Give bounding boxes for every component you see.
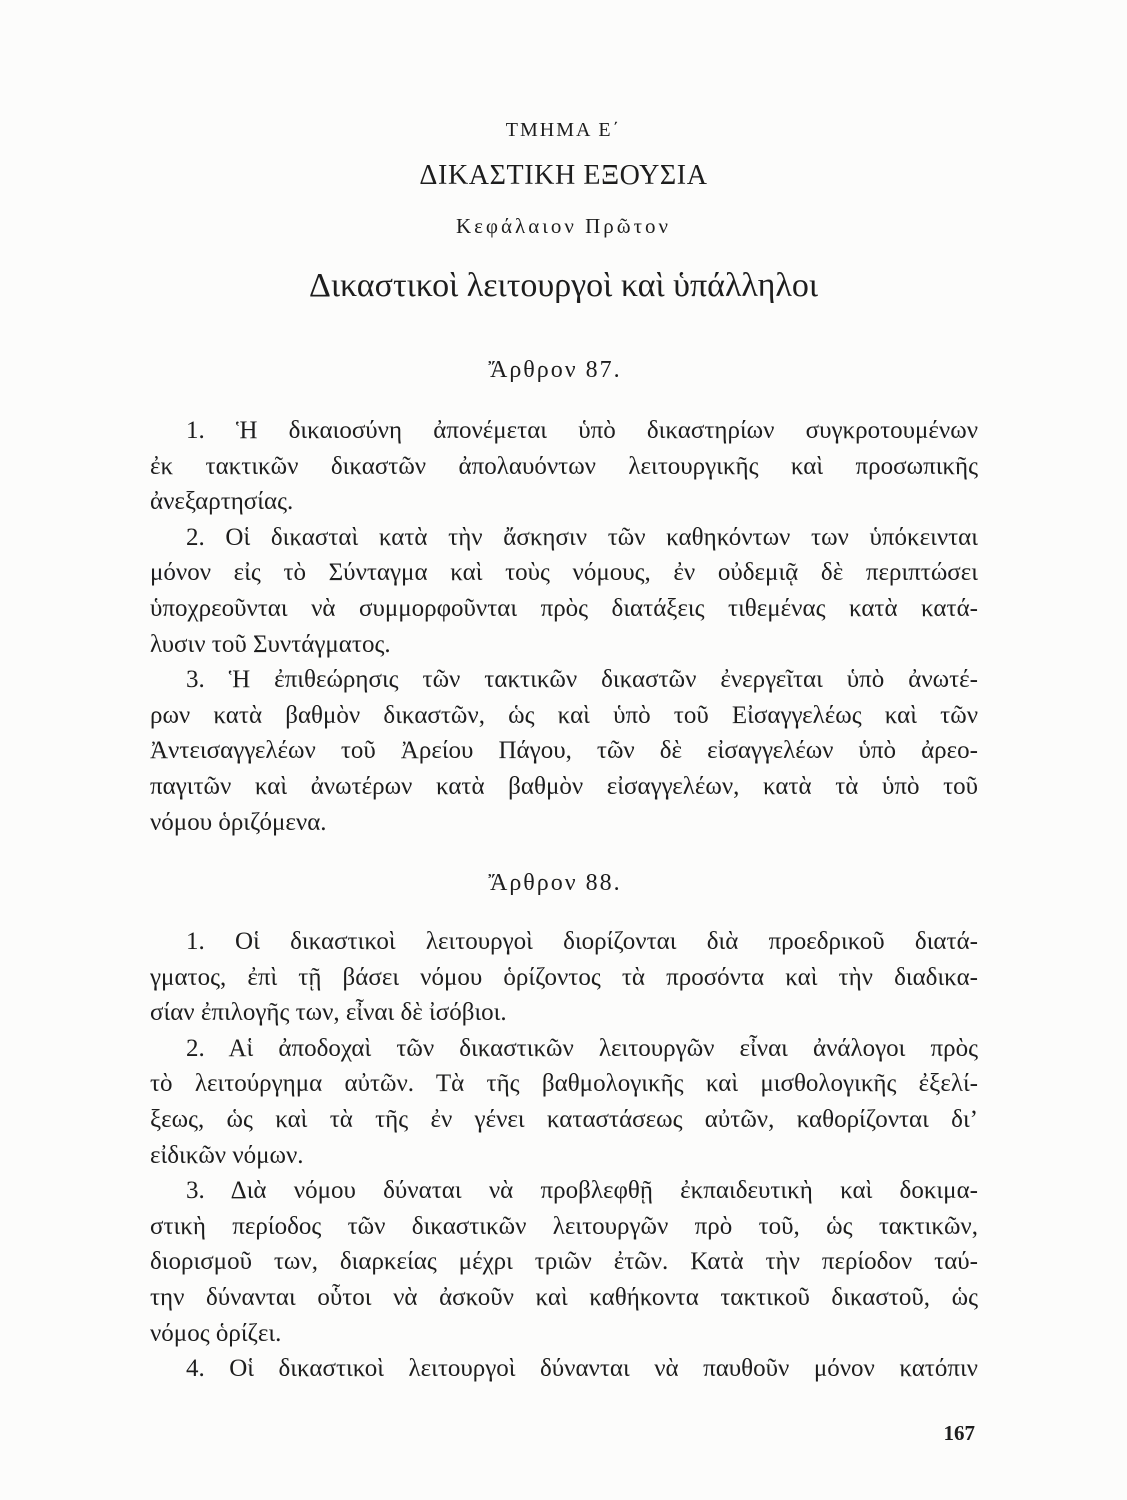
text-line: 1. Οἱ δικαστικοὶ λειτουργοὶ διορίζονται διὰ προεδρικοῦ διατά- xyxy=(186,928,978,955)
paragraph xyxy=(150,924,978,1031)
text-line: νόμος ὁρίζει. xyxy=(150,1319,282,1347)
text-line: παγιτῶν καὶ ἀνωτέρων κατὰ βαθμὸν εἰσαγγελέων, κατὰ τὰ ὑπὸ τοῦ xyxy=(150,772,978,800)
text-line: ἐκ τακτικῶν δικαστῶν ἀπολαυόντων λειτουργικῆς καὶ προσωπικῆς xyxy=(150,452,978,480)
text-line: 3. Ἡ ἐπιθεώρησις τῶν τακτικῶν δικαστῶν ἐνεργεῖται ὑπὸ ἀνωτέ- xyxy=(186,666,978,694)
text-line: μόνον εἰς τὸ Σύνταγμα καὶ τοὺς νόμους, ἐν οὐδεμιᾷ δὲ περιπτώσει xyxy=(150,559,978,587)
text-line: γματος, ἐπὶ τῇ βάσει νόμου ὁρίζοντος τὰ προσόντα καὶ τὴν διαδικα- xyxy=(150,963,978,991)
text-line: σίαν ἐπιλογῆς των, εἶναι δὲ ἰσόβιοι. xyxy=(150,999,507,1027)
text-line: λυσιν τοῦ Συντάγματος. xyxy=(150,630,391,658)
text-line: 1. Ἡ δικαιοσύνη ἀπονέμεται ὑπὸ δικαστηρίων συγκροτουμένων xyxy=(186,417,978,444)
text-line: ὑποχρεοῦνται νὰ συμμορφοῦνται πρὸς διατάξεις τιθεμένας κατὰ κατά- xyxy=(150,594,978,622)
page-number: 167 xyxy=(943,1421,975,1445)
article-heading: Ἄρθρον 87. xyxy=(488,357,622,383)
text-line: διορισμοῦ των, διαρκείας μέχρι τριῶν ἐτῶν. Κατὰ τὴν περίοδον ταύ- xyxy=(150,1248,978,1276)
article-heading: Ἄρθρον 88. xyxy=(488,870,622,896)
section-label: ΤΜΗΜΑ Ε΄ xyxy=(505,119,622,141)
text-line: στικὴ περίοδος τῶν δικαστικῶν λειτουργῶν πρὸ τοῦ, ὡς τακτικῶν, xyxy=(150,1212,978,1240)
article-body xyxy=(150,413,978,840)
article-body xyxy=(150,924,978,1387)
text-line: ξεως, ὡς καὶ τὰ τῆς ἐν γένει καταστάσεως αὐτῶν, καθορίζονται δι’ xyxy=(150,1105,978,1133)
text-line: 2. Αἱ ἀποδοχαὶ τῶν δικαστικῶν λειτουργῶν εἶναι ἀνάλογοι πρὸς xyxy=(186,1034,978,1062)
text-line: νόμου ὁριζόμενα. xyxy=(150,808,327,836)
paragraph xyxy=(150,520,978,662)
text-line: 4. Οἱ δικαστικοὶ λειτουργοὶ δύνανται νὰ παυθοῦν μόνον κατόπιν xyxy=(186,1355,978,1383)
chapter-title: Δικαστικοὶ λειτουργοὶ καὶ ὑπάλληλοι xyxy=(308,267,819,304)
paragraph xyxy=(150,1351,978,1387)
chapter-label: Κεφάλαιον Πρῶτον xyxy=(455,214,672,238)
section-title: ΔΙΚΑΣΤΙΚΗ ΕΞΟΥΣΙΑ xyxy=(419,160,708,191)
paragraph xyxy=(150,1031,978,1173)
paragraph xyxy=(150,413,978,520)
text-line: τὸ λειτούργημα αὐτῶν. Τὰ τῆς βαθμολογικῆς καὶ μισθολογικῆς ἐξελί- xyxy=(150,1070,978,1098)
text-line: την δύνανται οὗτοι νὰ ἀσκοῦν καὶ καθήκοντα τακτικοῦ δικαστοῦ, ὡς xyxy=(150,1283,978,1311)
text-line: ρων κατὰ βαθμὸν δικαστῶν, ὡς καὶ ὑπὸ τοῦ Εἰσαγγελέως καὶ τῶν xyxy=(150,701,978,729)
text-line: ἀνεξαρτησίας. xyxy=(150,488,294,516)
paragraph xyxy=(150,662,978,840)
text-line: εἰδικῶν νόμων. xyxy=(150,1141,304,1169)
text-line: 2. Οἱ δικασταὶ κατὰ τὴν ἄσκησιν τῶν καθηκόντων των ὑπόκεινται xyxy=(186,523,978,551)
text-line: 3. Διὰ νόμου δύναται νὰ προβλεφθῇ ἐκπαιδευτικὴ καὶ δοκιμα- xyxy=(186,1177,978,1205)
paragraph xyxy=(150,1173,978,1351)
text-line: Ἀντεισαγγελέων τοῦ Ἀρείου Πάγου, τῶν δὲ εἰσαγγελέων ὑπὸ ἀρεο- xyxy=(150,737,978,765)
